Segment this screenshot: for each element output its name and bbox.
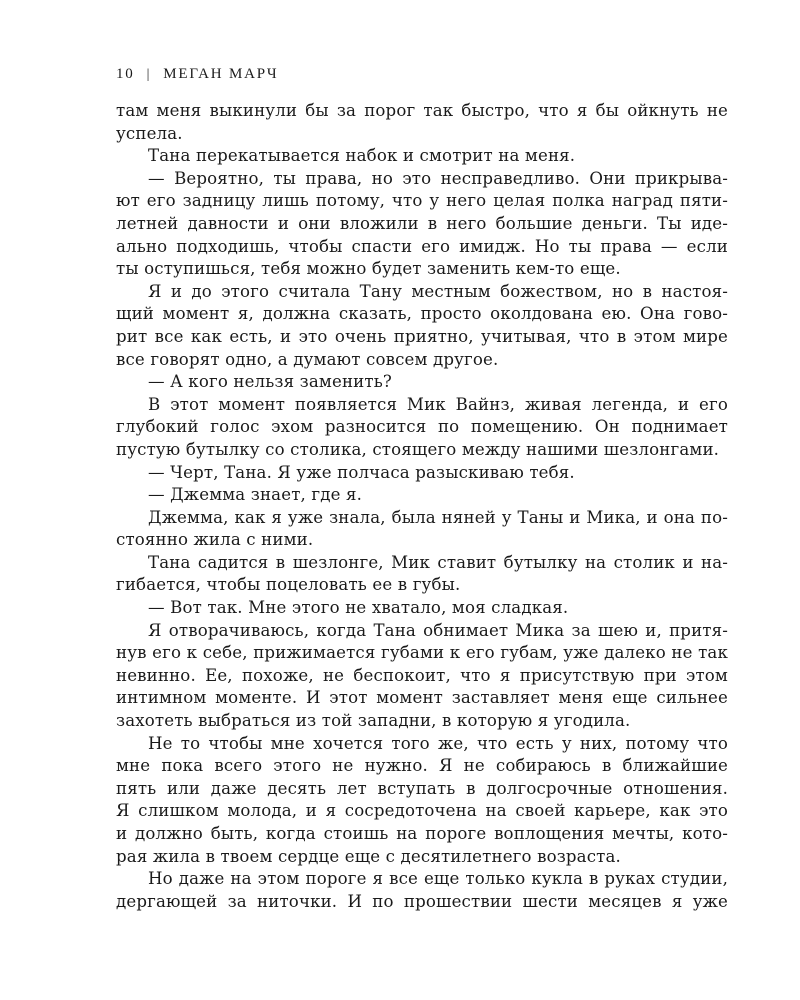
paragraph	[116, 394, 728, 462]
page-number: 10	[116, 66, 135, 82]
paragraph	[116, 484, 728, 507]
running-head	[116, 66, 278, 83]
paragraph	[116, 371, 728, 394]
text-line: и должно быть, когда стоишь на пороге воплощения мечты, кото-	[116, 824, 728, 843]
text-line: глубокий голос эхом разносится по помещению. Он поднимает	[116, 417, 728, 437]
text-line: В этот момент появляется Мик Вайнз, живая легенда, и его	[148, 394, 728, 414]
paragraph	[116, 281, 728, 371]
author-name: МЕГАН МАРЧ	[163, 66, 279, 82]
text-line: — Джемма знает, где я.	[148, 485, 363, 505]
text-line: летней давности и они вложили в него большие деньги. Ты иде-	[116, 213, 728, 233]
paragraph	[116, 145, 728, 168]
paragraph	[116, 620, 728, 733]
text-line: рая жила в твоем сердце еще с десятилетнего возраста.	[116, 846, 621, 866]
text-line: там меня выкинули бы за порог так быстро, что я бы ойкнуть не	[116, 101, 728, 120]
text-line: ально подходишь, чтобы спасти его имидж. Но ты права — если	[116, 236, 728, 256]
paragraph	[116, 507, 728, 552]
text-line: нув его к себе, прижимается губами к его губам, уже далеко не так	[116, 643, 728, 663]
paragraph	[116, 868, 728, 913]
text-line: Тана перекатывается набок и смотрит на меня.	[148, 146, 576, 166]
header-separator: |	[146, 66, 152, 82]
paragraph	[116, 462, 728, 485]
text-line: Джемма, как я уже знала, была няней у Таны и Мика, и она по-	[148, 507, 728, 527]
text-line: — Вот так. Мне этого не хватало, моя сладкая.	[148, 598, 569, 618]
paragraph	[116, 100, 728, 145]
body-text	[116, 100, 728, 913]
paragraph	[116, 168, 728, 281]
text-line: стоянно жила с ними.	[116, 530, 314, 550]
text-line: ют его задницу лишь потому, что у него целая полка наград пяти-	[116, 191, 728, 211]
text-line: Я отворачиваюсь, когда Тана обнимает Мика за шею и, притя-	[148, 620, 728, 640]
text-line: — А кого нельзя заменить?	[148, 372, 392, 392]
text-line: Тана садится в шезлонге, Мик ставит бутылку на столик и на-	[148, 552, 728, 572]
text-line: интимном моменте. И этот момент заставляет меня еще сильнее	[116, 688, 728, 708]
text-line: пять или даже десять лет вступать в долгосрочные отношения.	[116, 778, 728, 798]
text-line: гибается, чтобы поцеловать ее в губы.	[116, 575, 461, 595]
text-line: рит все как есть, и это очень приятно, учитывая, что в этом мире	[116, 326, 728, 346]
paragraph	[116, 552, 728, 597]
text-line: пустую бутылку со столика, стоящего между нашими шезлонгами.	[116, 439, 720, 459]
text-line: Не то чтобы мне хочется того же, что есть у них, потому что	[148, 733, 728, 753]
text-line: щий момент я, должна сказать, просто околдована ею. Она гово-	[116, 304, 728, 324]
text-line: — Черт, Тана. Я уже полчаса разыскиваю тебя.	[148, 462, 575, 482]
text-line: невинно. Ее, похоже, не беспокоит, что я присутствую при этом	[116, 665, 728, 685]
text-line: Но даже на этом пороге я все еще только кукла в руках студии,	[148, 869, 728, 889]
text-line: дергающей за ниточки. И по прошествии шести месяцев я уже	[116, 891, 728, 911]
text-line: мне пока всего этого не нужно. Я не собираюсь в ближайшие	[116, 756, 728, 776]
text-line: Я и до этого считала Тану местным божеством, но в настоя-	[148, 281, 728, 301]
text-line: — Вероятно, ты права, но это несправедливо. Они прикрыва-	[148, 168, 728, 188]
text-line: все говорят одно, а думают совсем другое.	[116, 349, 499, 369]
text-line: захотеть выбраться из той западни, в которую я угодила.	[116, 711, 631, 731]
text-line: ты оступишься, тебя можно будет заменить кем-то еще.	[116, 259, 621, 279]
text-line: успела.	[116, 123, 183, 143]
text-line: Я слишком молода, и я сосредоточена на своей карьере, как это	[116, 801, 728, 821]
paragraph	[116, 597, 728, 620]
paragraph	[116, 733, 728, 869]
